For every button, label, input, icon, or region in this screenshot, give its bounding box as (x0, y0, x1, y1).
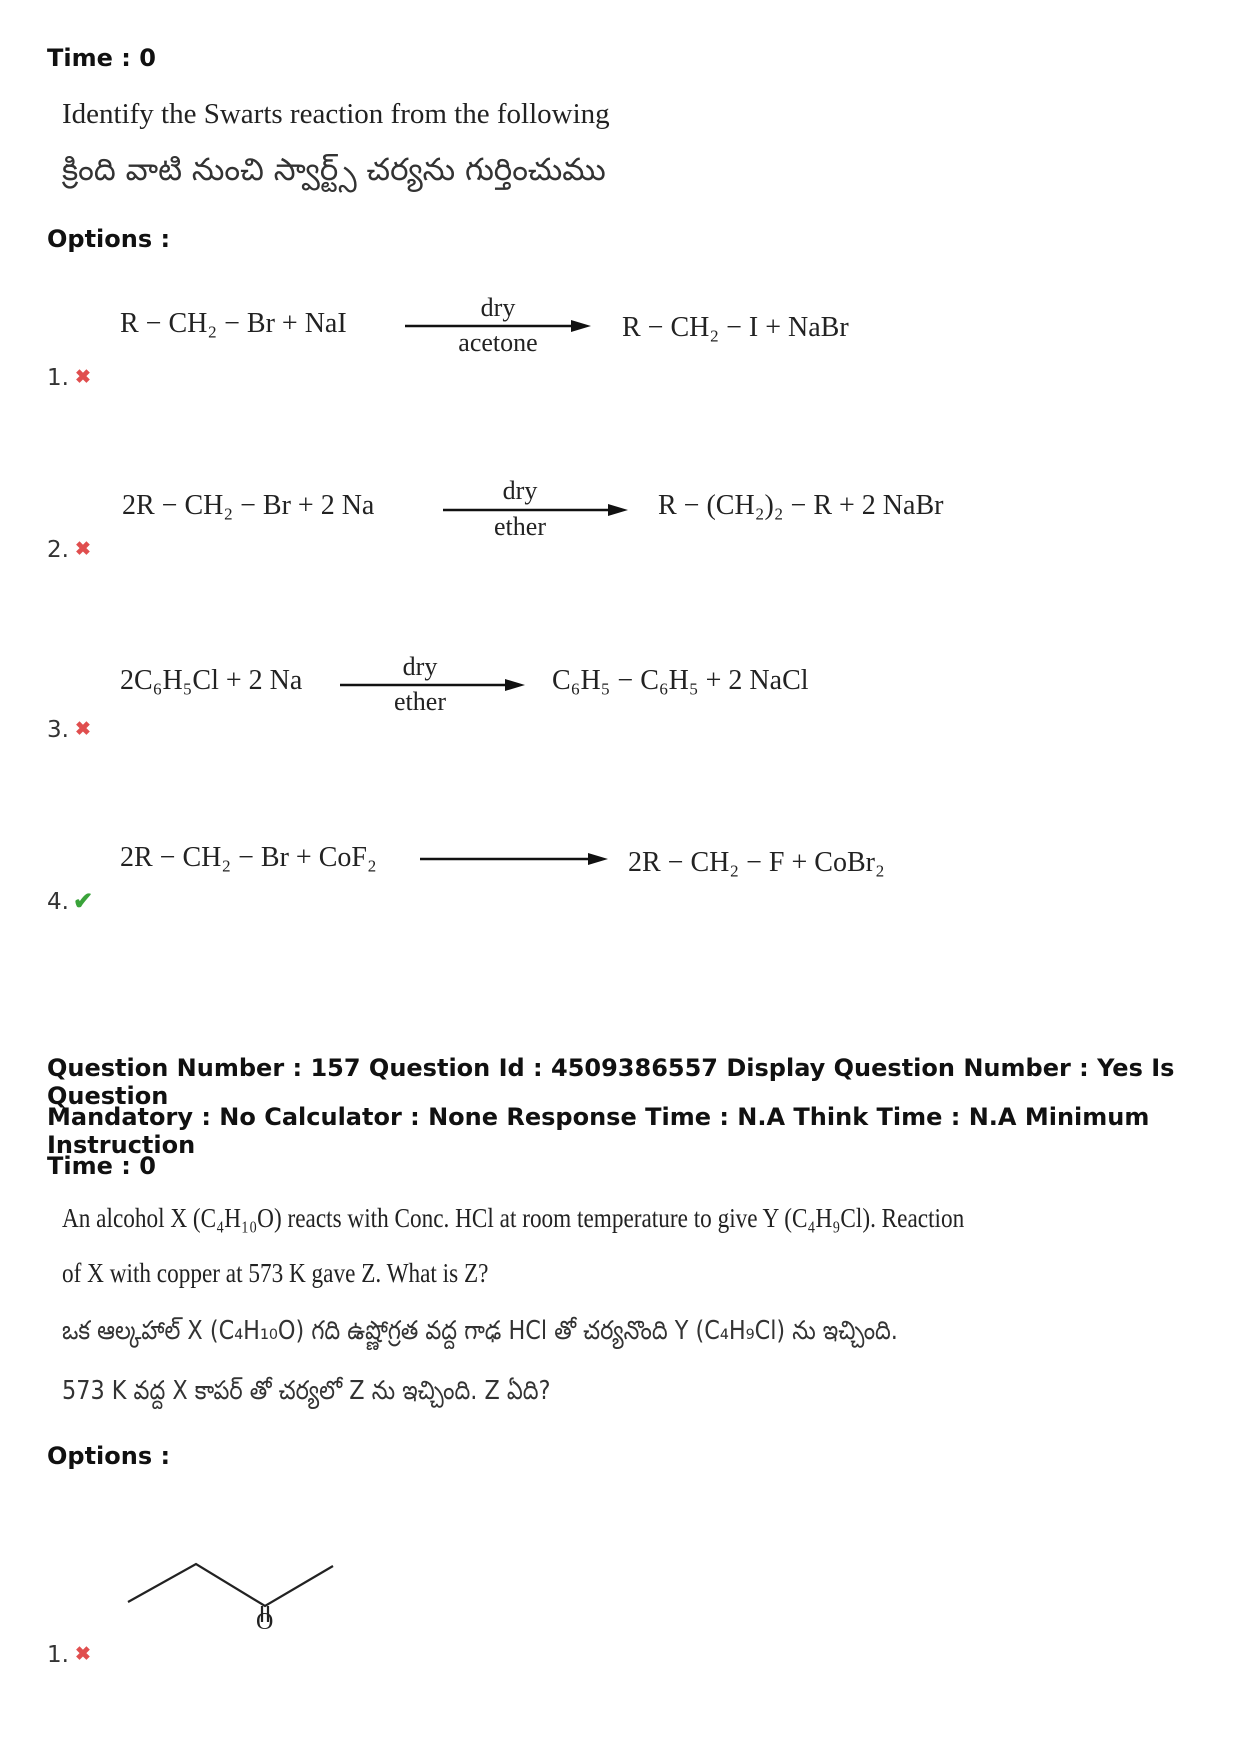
option-4[interactable] (47, 887, 93, 916)
reaction-rhs: R − (CH₂)₂ − R + 2 NaBr (658, 490, 944, 521)
time-label: Time : 0 (47, 44, 156, 72)
reaction-lhs: 2R − CH₂ − Br + 2 Na (122, 490, 375, 521)
option-3[interactable] (47, 717, 91, 743)
reaction-condition-below: acetone (458, 328, 538, 357)
option-number: 2. (47, 537, 69, 563)
question-meta-line-2: Mandatory : No Calculator : None Response Time : N.A Think Time : N.A Minimum Instruction (47, 1103, 1150, 1159)
question-text-english-line-2: of X with copper at 573 K gave Z. What is Z? (62, 1258, 489, 1288)
oxygen-atom-label: O (256, 1609, 274, 1632)
wrong-mark-icon: ✖ (74, 719, 91, 740)
reaction-condition-below: ether (494, 512, 546, 541)
reaction-lhs: 2R − CH₂ − Br + CoF₂ (120, 842, 377, 873)
wrong-mark-icon: ✖ (74, 539, 91, 560)
correct-mark-icon: ✔ (72, 889, 94, 915)
wrong-mark-icon: ✖ (74, 1644, 91, 1665)
reaction-condition-above: dry (480, 293, 516, 322)
question-text-telugu-line-1: ఒక ఆల్కహాల్ X (C₄H₁₀O) గది ఉష్ణోగ్రత వద్ద గాఢ HCl తో చర్యనొంది Y (C₄H₉Cl) ను ఇచ్చింది. (62, 1316, 898, 1346)
option-number: 1. (47, 365, 69, 391)
options-label: Options : (47, 225, 171, 253)
question-meta-line-1: Question Number : 157 Question Id : 4509386557 Display Question Number : Yes Is Question (47, 1054, 1175, 1110)
butanone-structure-diagram (120, 1522, 340, 1632)
reaction-rhs: R − CH₂ − I + NaBr (622, 312, 849, 343)
option-number: 3. (47, 717, 69, 743)
question-text-telugu-line-2: 573 K వద్ద X కాపర్ తో చర్యలో Z ను ఇచ్చింది. Z ఏది? (62, 1376, 551, 1406)
reaction-arrow-icon (420, 851, 608, 867)
options-label: Options : (47, 1442, 171, 1470)
question-text-english: Identify the Swarts reaction from the following (62, 98, 610, 130)
reaction-lhs: R − CH₂ − Br + NaI (120, 308, 347, 339)
reaction-condition-below: ether (394, 687, 446, 716)
option-number: 4. (47, 889, 69, 915)
option-1[interactable] (47, 1642, 91, 1668)
reaction-lhs: 2C₆H₅Cl + 2 Na (120, 665, 303, 696)
option-number: 1. (47, 1642, 69, 1668)
option-1[interactable] (47, 365, 91, 391)
reaction-rhs: 2R − CH₂ − F + CoBr₂ (628, 847, 885, 878)
wrong-mark-icon: ✖ (74, 367, 91, 388)
reaction-condition-above: dry (502, 476, 538, 505)
reaction-rhs: C₆H₅ − C₆H₅ + 2 NaCl (552, 665, 809, 696)
option-2[interactable] (47, 537, 91, 563)
question-text-telugu: క్రింది వాటి నుంచి స్వార్ట్స్ చర్యను గుర్తించుము (62, 152, 606, 188)
question-text-english-line-1: An alcohol X (C₄H₁₀O) reacts with Conc. HCl at room temperature to give Y (C₄H₉Cl). Reaction (62, 1203, 965, 1233)
reaction-condition-above: dry (402, 652, 438, 681)
time-label: Time : 0 (47, 1152, 156, 1180)
